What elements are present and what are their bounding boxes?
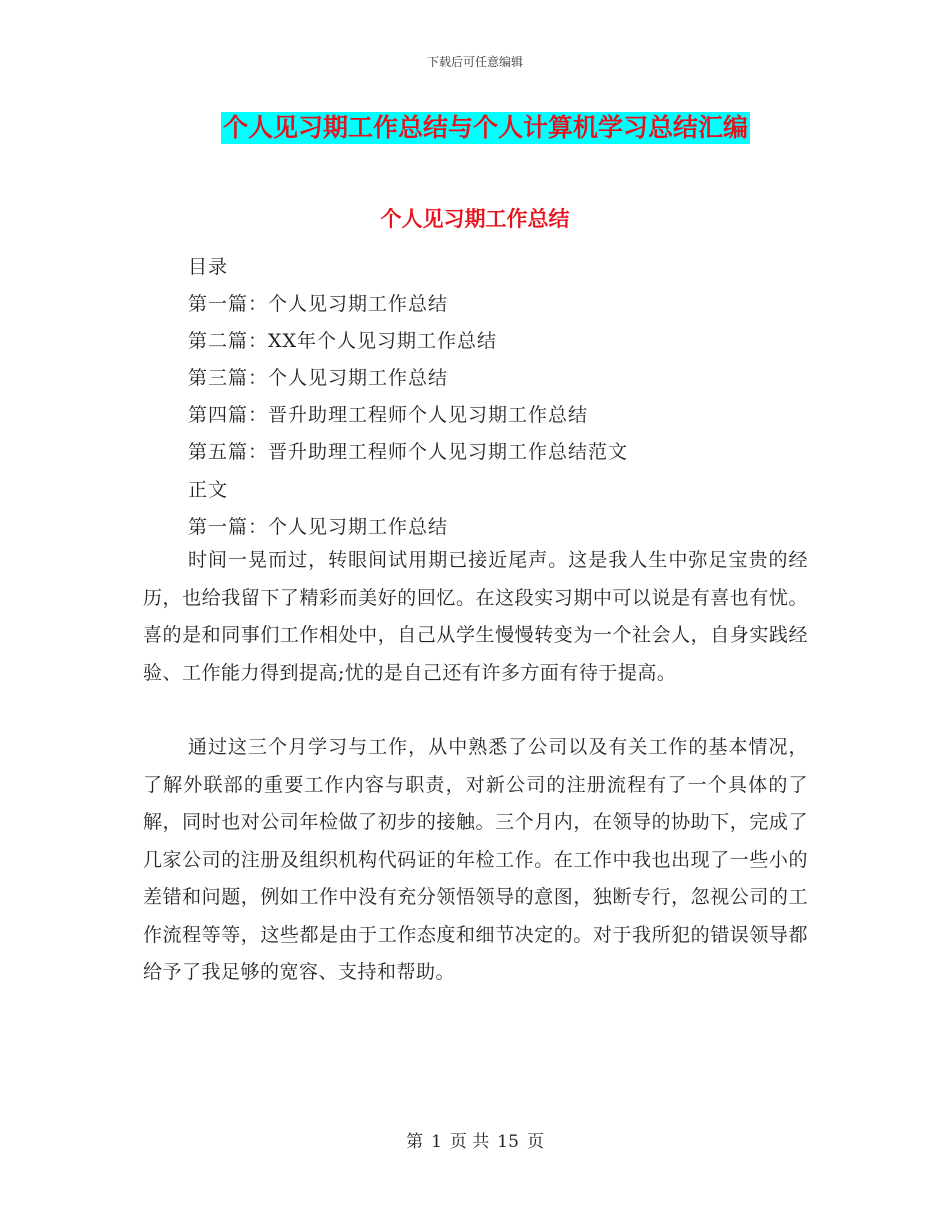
body-paragraph: 通过这三个月学习与工作，从中熟悉了公司以及有关工作的基本情况，了解外联部的重要工作内容与职责，对新公司的注册流程有了一个具体的了解，同时也对公司年检做了初步的接触。三个月内，在领导的协助下，完成了几家公司的注册及组织机构代码证的年检工作。在工作中我也出现了一些小的差错和问题，例如工作中没有充分领悟领导的意图，独断专行，忽视公司的工作流程等等，这些都是由于工作态度和细节决定的。对于我所犯的错误领导都给予了我足够的宽容、支持和帮助。 [143,736,808,983]
toc-item: 第五篇：晋升助理工程师个人见习期工作总结范文 [188,441,629,463]
page-footer [0,1127,950,1152]
main-title: 个人见习期工作总结与个人计算机学习总结汇编 [223,113,749,142]
sub-title: 个人见习期工作总结 [380,207,570,231]
footer-prefix: 第 [406,1132,424,1152]
toc-item: 第一篇：个人见习期工作总结 [188,293,449,315]
footer-suffix: 页 [526,1132,544,1152]
footer-middle: 页 共 [449,1132,490,1152]
body-heading: 正文 [188,479,229,501]
toc-item: 第二篇：XX年个人见习期工作总结 [188,330,498,352]
header-note: 下载后可任意编辑 [426,55,523,69]
body-paragraph: 时间一晃而过，转眼间试用期已接近尾声。这是我人生中弥足宝贵的经历，也给我留下了精彩而美好的回忆。在这段实习期中可以说是有喜也有忧。喜的是和同事们工作相处中，自己从学生慢慢转变为一个社会人，自身实践经验、工作能力得到提高;忧的是自己还有许多方面有待于提高。 [143,549,808,684]
total-pages: 15 [497,1132,519,1152]
page-number: 1 [431,1132,442,1152]
section-heading: 第一篇：个人见习期工作总结 [188,516,449,538]
toc-heading: 目录 [188,256,229,278]
toc-item: 第三篇：个人见习期工作总结 [188,367,449,389]
toc-item: 第四篇：晋升助理工程师个人见习期工作总结 [188,404,589,426]
